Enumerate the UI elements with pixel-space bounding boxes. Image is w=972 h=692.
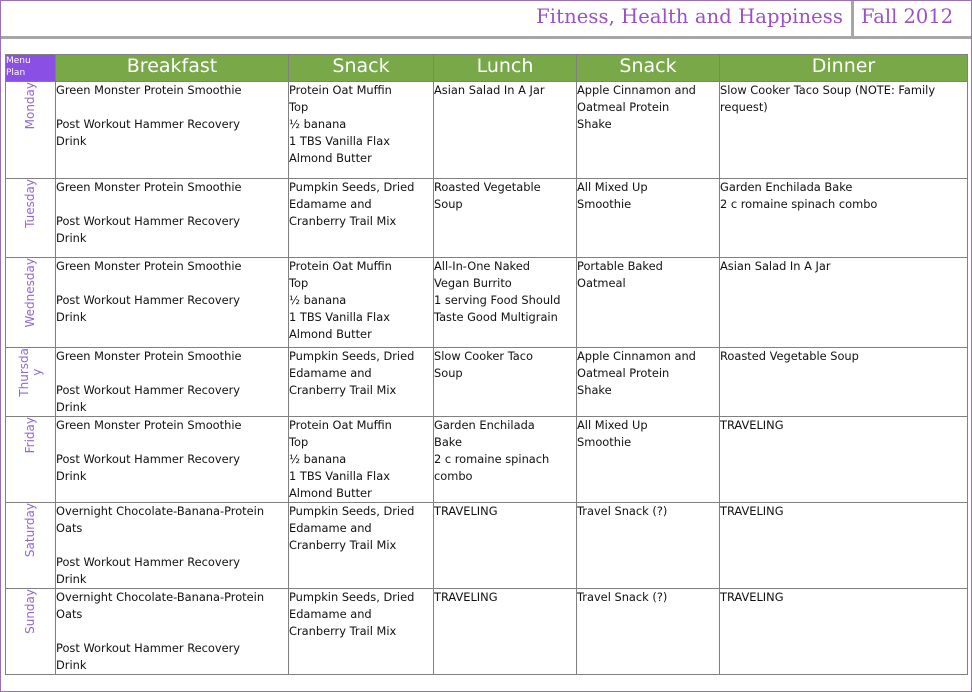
- column-header-breakfast: Breakfast: [56, 55, 289, 82]
- meal-text: Roasted Vegetable Soup: [434, 180, 541, 211]
- day-cell: [6, 179, 56, 258]
- column-header-dinner: Dinner: [720, 55, 968, 82]
- title-divider: [851, 1, 854, 37]
- meal-text: All-In-One Naked Vegan Burrito 1 serving Food Should Taste Good Multigrain: [434, 259, 561, 324]
- meal-text: Apple Cinnamon and Oatmeal Protein Shake: [577, 83, 696, 131]
- menu-cell: [577, 179, 720, 258]
- menu-cell: [56, 258, 289, 348]
- menu-cell: [434, 179, 577, 258]
- day-label: Monday: [23, 82, 37, 130]
- menu-cell: [56, 348, 289, 417]
- day-label: Friday: [23, 417, 37, 454]
- season-label: Fall 2012: [861, 5, 954, 28]
- table-row-wednesday: [6, 258, 968, 348]
- menu-plan-corner-label: Menu Plan: [6, 55, 56, 82]
- day-cell: [6, 589, 56, 675]
- meal-text: Travel Snack (?): [577, 590, 668, 604]
- meal-text: Protein Oat Muffin Top ½ banana 1 TBS Vanilla Flax Almond Butter: [289, 259, 392, 341]
- day-label: Saturday: [23, 503, 37, 558]
- meal-text: All Mixed Up Smoothie: [577, 180, 648, 211]
- meal-text: All Mixed Up Smoothie: [577, 418, 648, 449]
- day-cell: [6, 258, 56, 348]
- day-label: Thursda y: [16, 348, 44, 397]
- menu-cell: [577, 589, 720, 675]
- menu-cell: [720, 258, 968, 348]
- column-header-afternoon-snack: Snack: [577, 55, 720, 82]
- menu-cell: [434, 589, 577, 675]
- meal-text: Pumpkin Seeds, Dried Edamame and Cranberry Trail Mix: [289, 180, 415, 228]
- table-row-friday: [6, 417, 968, 503]
- menu-cell: [577, 503, 720, 589]
- day-cell: [6, 417, 56, 503]
- meal-text: Roasted Vegetable Soup: [720, 349, 859, 363]
- meal-text: Asian Salad In A Jar: [720, 259, 831, 273]
- menu-cell: [720, 179, 968, 258]
- menu-cell: [720, 417, 968, 503]
- day-label: Wednesday: [23, 258, 37, 328]
- day-cell: [6, 348, 56, 417]
- meal-text: Green Monster Protein Smoothie Post Workout Hammer Recovery Drink: [56, 83, 242, 148]
- menu-cell: [289, 82, 434, 179]
- menu-cell: [289, 258, 434, 348]
- meal-text: TRAVELING: [720, 504, 784, 518]
- menu-cell: [720, 503, 968, 589]
- menu-cell: [56, 179, 289, 258]
- meal-text: Pumpkin Seeds, Dried Edamame and Cranberry Trail Mix: [289, 590, 415, 638]
- menu-cell: [56, 503, 289, 589]
- day-cell: [6, 503, 56, 589]
- menu-cell: [56, 417, 289, 503]
- menu-cell: [289, 417, 434, 503]
- menu-cell: [289, 179, 434, 258]
- meal-text: Slow Cooker Taco Soup (NOTE: Family request): [720, 83, 936, 114]
- menu-cell: [434, 258, 577, 348]
- menu-cell: [434, 417, 577, 503]
- menu-cell: [289, 348, 434, 417]
- menu-cell: [289, 589, 434, 675]
- meal-text: Portable Baked Oatmeal: [577, 259, 663, 290]
- meal-text: TRAVELING: [720, 418, 784, 432]
- menu-cell: [434, 82, 577, 179]
- table-header-row: [6, 55, 968, 82]
- menu-cell: [720, 82, 968, 179]
- menu-cell: [56, 589, 289, 675]
- menu-cell: [434, 503, 577, 589]
- menu-cell: [577, 82, 720, 179]
- meal-text: Garden Enchilada Bake 2 c romaine spinach combo: [720, 180, 878, 211]
- meal-text: Protein Oat Muffin Top ½ banana 1 TBS Vanilla Flax Almond Butter: [289, 418, 392, 500]
- menu-cell: [56, 82, 289, 179]
- column-header-lunch: Lunch: [434, 55, 577, 82]
- meal-text: TRAVELING: [434, 590, 498, 604]
- meal-text: TRAVELING: [434, 504, 498, 518]
- table-row-monday: [6, 82, 968, 179]
- meal-text: Garden Enchilada Bake 2 c romaine spinach combo: [434, 418, 550, 483]
- day-cell: [6, 82, 56, 179]
- header-rule: [1, 36, 971, 39]
- day-label: Sunday: [23, 589, 37, 634]
- meal-text: Green Monster Protein Smoothie Post Workout Hammer Recovery Drink: [56, 349, 242, 414]
- menu-cell: [720, 348, 968, 417]
- table-row-thursday: [6, 348, 968, 417]
- page-header: [1, 1, 971, 39]
- meal-text: Green Monster Protein Smoothie Post Workout Hammer Recovery Drink: [56, 180, 242, 245]
- page-title: Fitness, Health and Happiness: [536, 5, 843, 28]
- meal-text: Pumpkin Seeds, Dried Edamame and Cranberry Trail Mix: [289, 504, 415, 552]
- menu-cell: [577, 258, 720, 348]
- meal-text: Slow Cooker Taco Soup: [434, 349, 533, 380]
- menu-cell: [434, 348, 577, 417]
- meal-text: Asian Salad In A Jar: [434, 83, 545, 97]
- menu-cell: [720, 589, 968, 675]
- meal-text: Overnight Chocolate-Banana-Protein Oats Post Workout Hammer Recovery Drink: [56, 504, 265, 586]
- weekly-menu-table: [5, 54, 968, 675]
- meal-text: Pumpkin Seeds, Dried Edamame and Cranberry Trail Mix: [289, 349, 415, 397]
- table-row-tuesday: [6, 179, 968, 258]
- menu-cell: [577, 417, 720, 503]
- meal-text: Protein Oat Muffin Top ½ banana 1 TBS Vanilla Flax Almond Butter: [289, 83, 392, 165]
- table-row-sunday: [6, 589, 968, 675]
- table-row-saturday: [6, 503, 968, 589]
- meal-text: Green Monster Protein Smoothie Post Workout Hammer Recovery Drink: [56, 259, 242, 324]
- day-label: Tuesday: [23, 179, 37, 228]
- menu-cell: [289, 503, 434, 589]
- meal-text: TRAVELING: [720, 590, 784, 604]
- menu-cell: [577, 348, 720, 417]
- meal-text: Green Monster Protein Smoothie Post Workout Hammer Recovery Drink: [56, 418, 242, 483]
- meal-text: Overnight Chocolate-Banana-Protein Oats Post Workout Hammer Recovery Drink: [56, 590, 265, 672]
- column-header-snack: Snack: [289, 55, 434, 82]
- meal-text: Travel Snack (?): [577, 504, 668, 518]
- meal-text: Apple Cinnamon and Oatmeal Protein Shake: [577, 349, 696, 397]
